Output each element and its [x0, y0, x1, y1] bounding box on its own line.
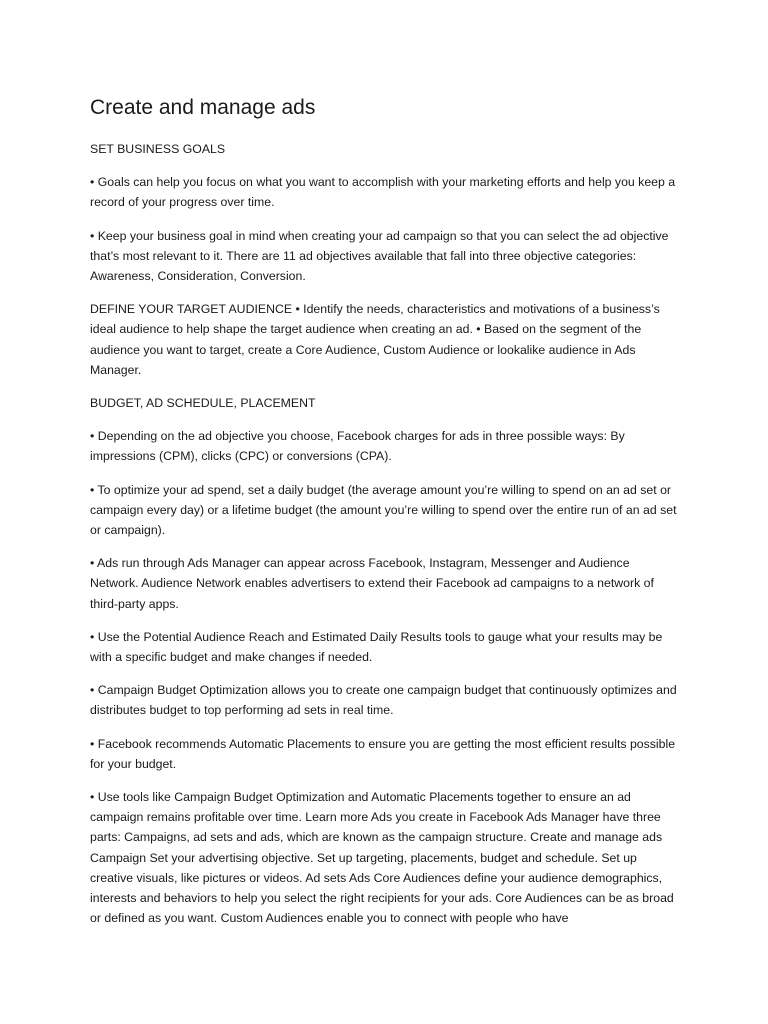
bullet-automatic-placements: • Facebook recommends Automatic Placements to ensure you are getting the most efficient results possible for your budget. [90, 736, 676, 771]
page-title: Create and manage ads [90, 96, 316, 119]
bullet-business-goal-objectives: • Keep your business goal in mind when creating your ad campaign so that you can select the ad objective that’s most relevant to it. There are 11 ad objectives available that fall into three objective categories: Awareness, Consideration, Conversion. [90, 228, 669, 284]
bullet-ads-manager-placements: • Ads run through Ads Manager can appear across Facebook, Instagram, Messenger and Audience Network. Audience Network enables advertisers to extend their Facebook ad campaigns to a network of third-party apps. [90, 556, 654, 611]
section-heading-budget-schedule-placement: BUDGET, AD SCHEDULE, PLACEMENT [90, 396, 316, 411]
section-heading-set-business-goals: SET BUSINESS GOALS [90, 142, 226, 156]
bullet-optimize-ad-spend: • To optimize your ad spend, set a daily budget (the average amount you’re willing to spend on an ad set or campaign every day) or a lifetime budget (the amount you’re willing to spend over the entire run of an ad set or campaign). [90, 482, 677, 538]
section-define-target-audience: DEFINE YOUR TARGET AUDIENCE • Identify the needs, characteristics and motivations of a business’s ideal audience to help shape the target audience when creating an ad. • Based on the segment of the audience you want to target, create a Core Audience, Custom Audience or lookalike audience in Ads Manager. [90, 302, 660, 377]
bullet-campaign-budget-optimization: • Campaign Budget Optimization allows you to create one campaign budget that continuously optimizes and distributes budget to top performing ad sets in real time. [90, 683, 677, 718]
document-body [90, 94, 680, 942]
bullet-goals: • Goals can help you focus on what you want to accomplish with your marketing efforts and help you keep a record of your progress over time. [90, 175, 676, 210]
bullet-ad-charges: • Depending on the ad objective you choose, Facebook charges for ads in three possible ways: By impressions (CPM), clicks (CPC) or conversions (CPA). [90, 429, 625, 464]
bullet-campaign-structure: • Use tools like Campaign Budget Optimization and Automatic Placements together to ensure an ad campaign remains profitable over time. Learn more Ads you create in Facebook Ads Manager have three parts: Campaigns, ad sets and ads, which are known as the campaign structure. Create and manage ads Campaign Set your advertising objective. Set up targeting, placements, budget and schedule. Set up creative visuals, like pictures or videos. Ad sets Ads Core Audiences define your audience demographics, interests and behaviors to help you select the right recipients for your ads. Core Audiences can be as broad or defined as you want. Custom Audiences enable you to connect with people who have [90, 790, 674, 926]
bullet-audience-reach-tools: • Use the Potential Audience Reach and Estimated Daily Results tools to gauge what your results may be with a specific budget and make changes if needed. [90, 629, 663, 665]
